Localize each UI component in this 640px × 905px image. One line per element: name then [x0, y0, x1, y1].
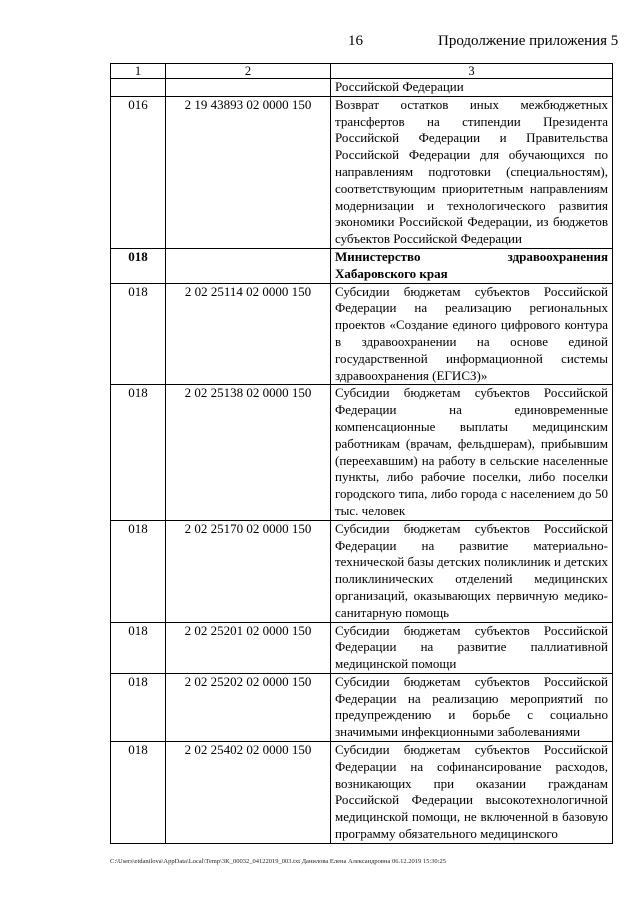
table-row	[111, 79, 613, 97]
admin-code-cell: 018	[111, 385, 166, 520]
admin-code-cell: 018	[111, 622, 166, 673]
column-number: 3	[331, 64, 613, 79]
admin-code-cell: 016	[111, 96, 166, 248]
file-path-footer: C:\Users\etdanilova\AppData\Local\Temp\3K_00032_04122019_003.txt Данилова Елена Александровна 06.12.2019 15:30:25	[110, 858, 446, 865]
revenue-code-cell	[166, 79, 331, 97]
table-row	[111, 622, 613, 673]
table-row	[111, 283, 613, 385]
budget-codes-table	[110, 63, 613, 844]
description-cell: Министерство здравоохранения Хабаровского края	[331, 248, 613, 283]
column-number: 2	[166, 64, 331, 79]
table-row	[111, 96, 613, 248]
table-row	[111, 742, 613, 844]
description-cell: Субсидии бюджетам субъектов Российской Федерации на софинансирование расходов, возникающих при оказании гражданам Российской Федерации высокотехнологичной медицинской помощи, не включенной в базовую программу обязательного медицинского	[331, 742, 613, 844]
admin-code-cell: 018	[111, 520, 166, 622]
revenue-code-cell: 2 02 25170 02 0000 150	[166, 520, 331, 622]
column-number: 1	[111, 64, 166, 79]
table-row	[111, 248, 613, 283]
revenue-code-cell: 2 02 25114 02 0000 150	[166, 283, 331, 385]
description-cell: Субсидии бюджетам субъектов Российской Федерации на реализацию региональных проектов «Создание единого цифрового контура в здравоохранении на основе единой государственной информационной системы здравоохранения (ЕГИСЗ)»	[331, 283, 613, 385]
description-cell: Российской Федерации	[331, 79, 613, 97]
column-number-row	[111, 64, 613, 79]
description-cell: Субсидии бюджетам субъектов Российской Федерации на единовременные компенсационные выплаты медицинским работникам (врачам, фельдшерам), прибывшим (переехавшим) на работу в сельские населенные пункты, либо рабочие поселки, либо поселки городского типа, либо города с населением до 50 тыс. человек	[331, 385, 613, 520]
description-cell: Субсидии бюджетам субъектов Российской Федерации на развитие паллиативной медицинской помощи	[331, 622, 613, 673]
table-row	[111, 673, 613, 741]
admin-code-cell: 018	[111, 248, 166, 283]
admin-code-cell: 018	[111, 283, 166, 385]
continuation-label: Продолжение приложения 5	[438, 33, 619, 49]
description-cell: Возврат остатков иных межбюджетных трансфертов на стипендии Президента Российской Федерации и Правительства Российской Федерации для обучающихся по направлениям подготовки (специальностям), соответствующим приоритетным направлениям модернизации и технологического развития экономики Российской Федерации, из бюджетов субъектов Российской Федерации	[331, 96, 613, 248]
admin-code-cell: 018	[111, 673, 166, 741]
page-number: 16	[348, 33, 363, 49]
revenue-code-cell: 2 19 43893 02 0000 150	[166, 96, 331, 248]
revenue-code-cell	[166, 248, 331, 283]
revenue-code-cell: 2 02 25402 02 0000 150	[166, 742, 331, 844]
revenue-code-cell: 2 02 25138 02 0000 150	[166, 385, 331, 520]
revenue-code-cell: 2 02 25202 02 0000 150	[166, 673, 331, 741]
revenue-code-cell: 2 02 25201 02 0000 150	[166, 622, 331, 673]
table-row	[111, 385, 613, 520]
description-cell: Субсидии бюджетам субъектов Российской Федерации на развитие материально-технической базы детских поликлиник и детских поликлинических отделений медицинских организаций, оказывающих первичную медико-санитарную помощь	[331, 520, 613, 622]
table-row	[111, 520, 613, 622]
description-cell: Субсидии бюджетам субъектов Российской Федерации на реализацию мероприятий по предупреждению и борьбе с социально значимыми инфекционными заболеваниями	[331, 673, 613, 741]
admin-code-cell: 018	[111, 742, 166, 844]
admin-code-cell	[111, 79, 166, 97]
